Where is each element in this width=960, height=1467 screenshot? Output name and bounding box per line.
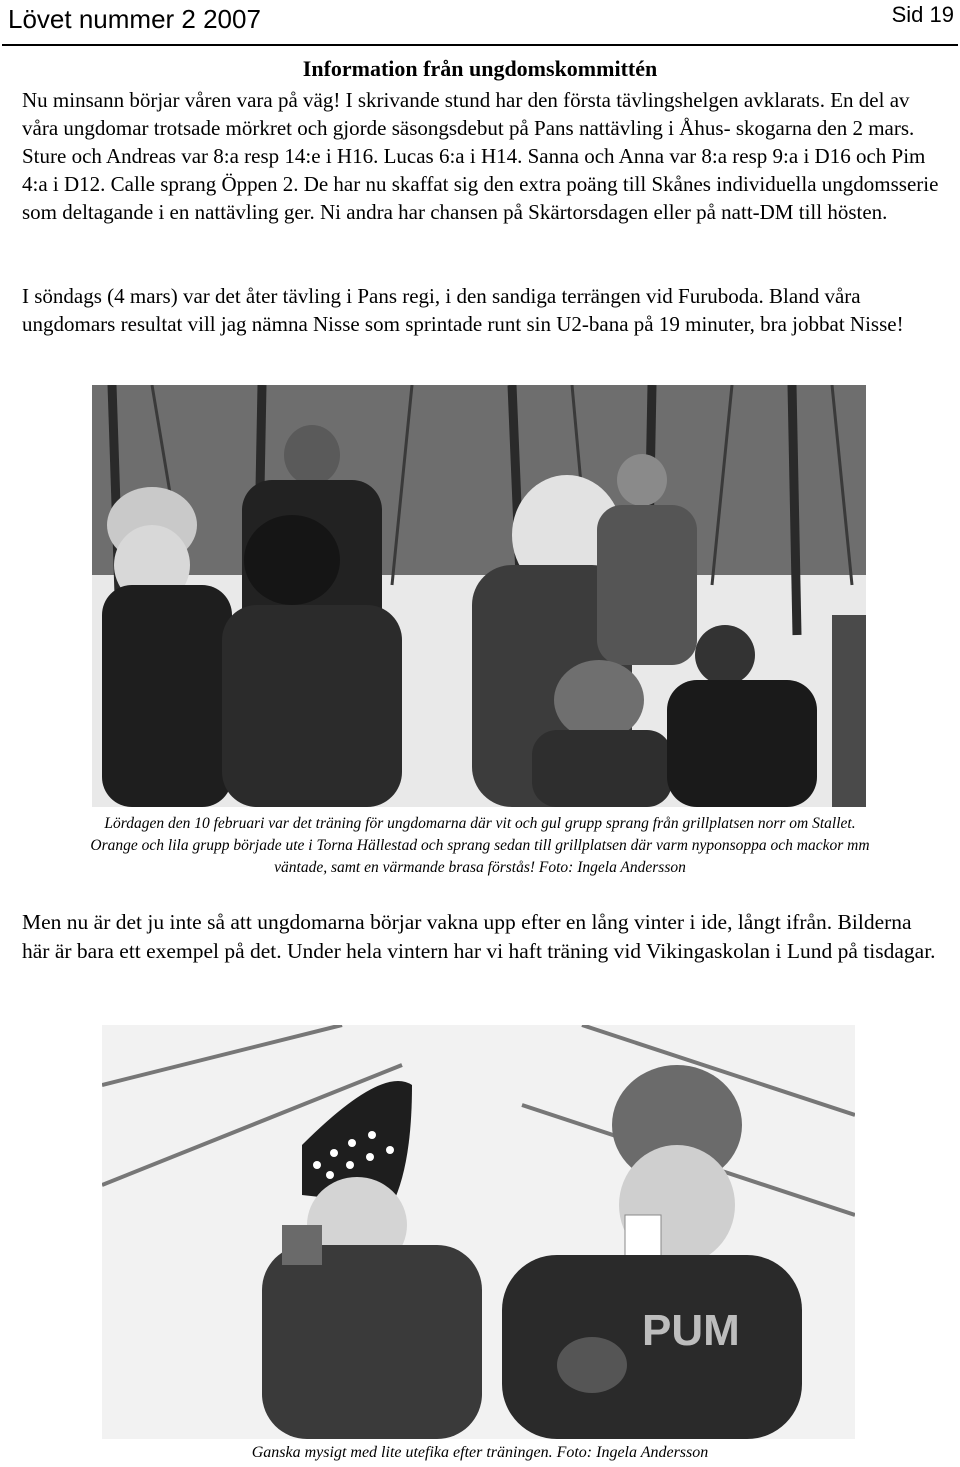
section-title: Information från ungdomskommittén: [302, 56, 658, 81]
caption-line: Ganska mysigt med lite utefika efter träningen. Foto: Ingela Andersson: [251, 1444, 709, 1461]
caption-line: väntade, samt en värmande brasa förstås! Foto: Ingela Andersson: [274, 859, 686, 876]
photo-snack-caption: [0, 1442, 960, 1464]
paragraph-furuboda: I söndags (4 mars) var det åter tävling i Pans regi, i den sandiga terrängen vid Furuboda. Bland våra ungdomars resultat vill jag nämna Nisse som sprintade runt sin U2-bana på 19 minuter, bra jobbat Nisse!: [22, 284, 904, 336]
paragraph-night-race: Nu minsann börjar våren vara på väg! I skrivande stund har den första tävlingshelgen avklarats. En del av våra ungdomar trotsade mörkret och gjorde säsongsdebut på Pans nattävling i Åhus- skogarna den 2 mars. Sture och Andreas var 8:a resp 14:e i H16. Lucas 6:a i H14. Sanna och Anna var 8:a resp 9:a i D16 och Pim 4:a i D12. Calle sprang Öppen 2. De har nu skaffat sig den extra poäng till Skånes individuella ungdomsserie som deltagande i en nattävling ger. Ni andra har chansen på Skärtorsdagen eller på natt-DM till hösten.: [22, 88, 939, 224]
page-number: Sid 19: [891, 2, 954, 27]
caption-line: Orange och lila grupp började ute i Torna Hällestad och sprang sedan till grillplatsen där varm nyponsoppa och mackor mm: [90, 837, 870, 854]
page-header: [0, 0, 960, 50]
hat-print-text: PUM: [642, 1306, 740, 1355]
publication-title: Lövet nummer 2 2007: [8, 4, 261, 34]
photo-campfire-caption: [0, 813, 960, 879]
photo-campfire-group: [92, 385, 866, 807]
paragraph-winter-training: Men nu är det ju inte så att ungdomarna börjar vakna upp efter en lång vinter i ide, långt ifrån. Bilderna här är bara ett exempel på det. Under hela vintern har vi haft träning vid Vikingaskolan i Lund på tisdagar.: [22, 910, 936, 963]
header-divider: [2, 44, 958, 46]
photo-outdoor-snack: [102, 1025, 855, 1439]
caption-line: Lördagen den 10 februari var det träning för ungdomarna där vit och gul grupp sprang från grillplatsen norr om Stallet.: [104, 815, 856, 832]
